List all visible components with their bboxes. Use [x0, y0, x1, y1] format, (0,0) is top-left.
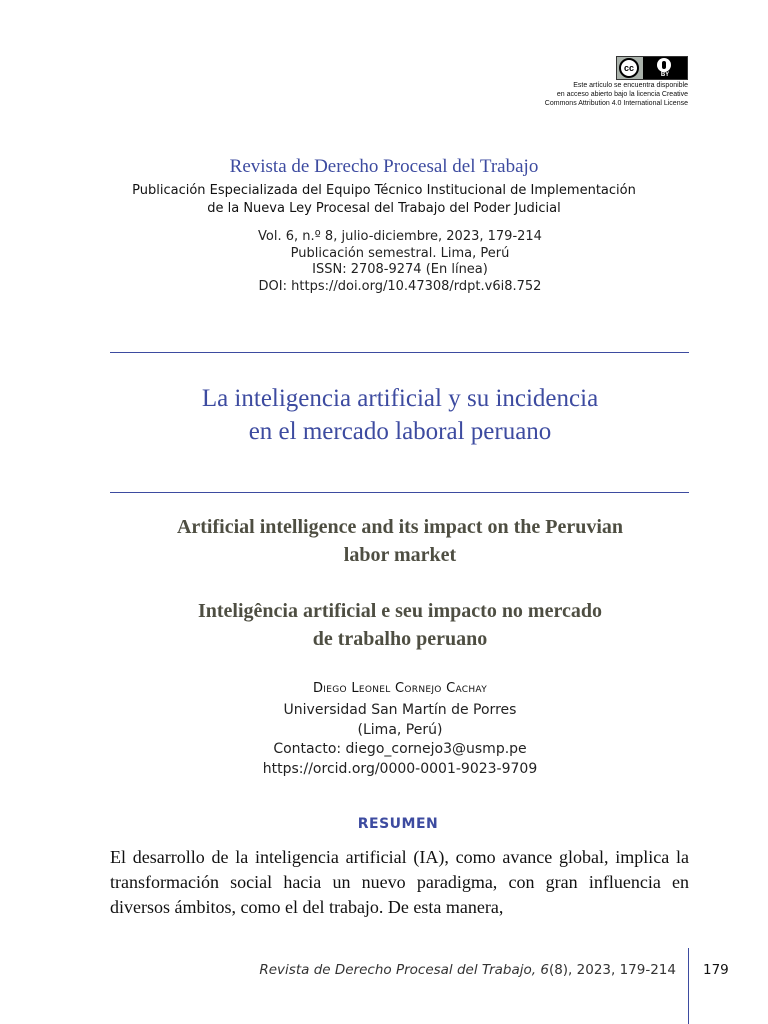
journal-subtitle — [100, 182, 668, 218]
author-location: (Lima, Perú) — [357, 721, 443, 738]
article-title-english-line: Artificial intelligence and its impact on the Peruvian — [176, 516, 624, 538]
top-divider — [110, 352, 689, 353]
by-label: BY — [660, 72, 670, 78]
author-affiliation: Universidad San Martín de Porres — [283, 702, 517, 718]
license-notice — [468, 81, 688, 108]
journal-subtitle-line: Publicación Especializada del Equipo Técnico Institucional de Implementación — [132, 183, 636, 198]
footer-divider — [688, 948, 689, 1024]
bottom-divider — [110, 492, 689, 493]
page-number: 179 — [703, 962, 729, 978]
cc-license-badge — [616, 56, 688, 80]
article-title — [80, 382, 720, 448]
issue-issn: ISSN: 2708-9274 (En línea) — [312, 262, 488, 277]
creative-commons-icon: cc — [619, 58, 639, 78]
article-title-portuguese-line: de trabalho peruano — [312, 628, 488, 650]
issue-volume: Vol. 6, n.º 8, julio-diciembre, 2023, 179-214 — [258, 229, 542, 244]
author-orcid[interactable]: https://orcid.org/0000-0001-9023-9709 — [262, 760, 538, 777]
license-notice-line: Este artículo se encuentra disponible — [573, 82, 688, 89]
article-title-english — [100, 513, 700, 569]
article-title-portuguese-line: Inteligência artificial e seu impacto no mercado — [197, 600, 602, 622]
journal-subtitle-line: de la Nueva Ley Procesal del Trabajo del Poder Judicial — [207, 201, 561, 216]
article-title-line: La inteligencia artificial y su incidencia — [201, 385, 599, 412]
footer-citation-journal: Revista de Derecho Procesal del Trabajo, — [259, 962, 541, 978]
license-notice-line: Commons Attribution 4.0 International License — [544, 100, 688, 107]
article-title-portuguese — [100, 597, 700, 653]
journal-title: Revista de Derecho Procesal del Trabajo — [229, 156, 539, 177]
author-name: Diego Leonel Cornejo Cachay — [312, 681, 487, 696]
issue-doi[interactable]: DOI: https://doi.org/10.47308/rdpt.v6i8.752 — [258, 278, 542, 294]
article-title-line: en el mercado laboral peruano — [248, 418, 552, 445]
footer-citation-issue: (8), 2023, 179-214 — [548, 962, 676, 978]
issue-info — [100, 229, 700, 295]
license-notice-line: en acceso abierto bajo la licencia Creative — [556, 91, 688, 98]
abstract-text: El desarrollo de la inteligencia artificial (IA), como avance global, implica la transformación social hacia un nuevo paradigma, con gran influencia en diversos ámbitos, como el del trabajo. De esta manera, — [110, 847, 689, 917]
abstract-heading: RESUMEN — [357, 816, 439, 832]
issue-publication: Publicación semestral. Lima, Perú — [290, 245, 510, 261]
footer-citation — [259, 962, 676, 978]
author-details — [100, 701, 700, 779]
footer-citation-volume: 6 — [540, 962, 549, 978]
author-contact[interactable]: Contacto: diego_cornejo3@usmp.pe — [273, 741, 527, 757]
article-title-english-line: labor market — [343, 544, 457, 566]
attribution-person-icon — [657, 58, 671, 72]
attribution-block — [643, 57, 687, 79]
